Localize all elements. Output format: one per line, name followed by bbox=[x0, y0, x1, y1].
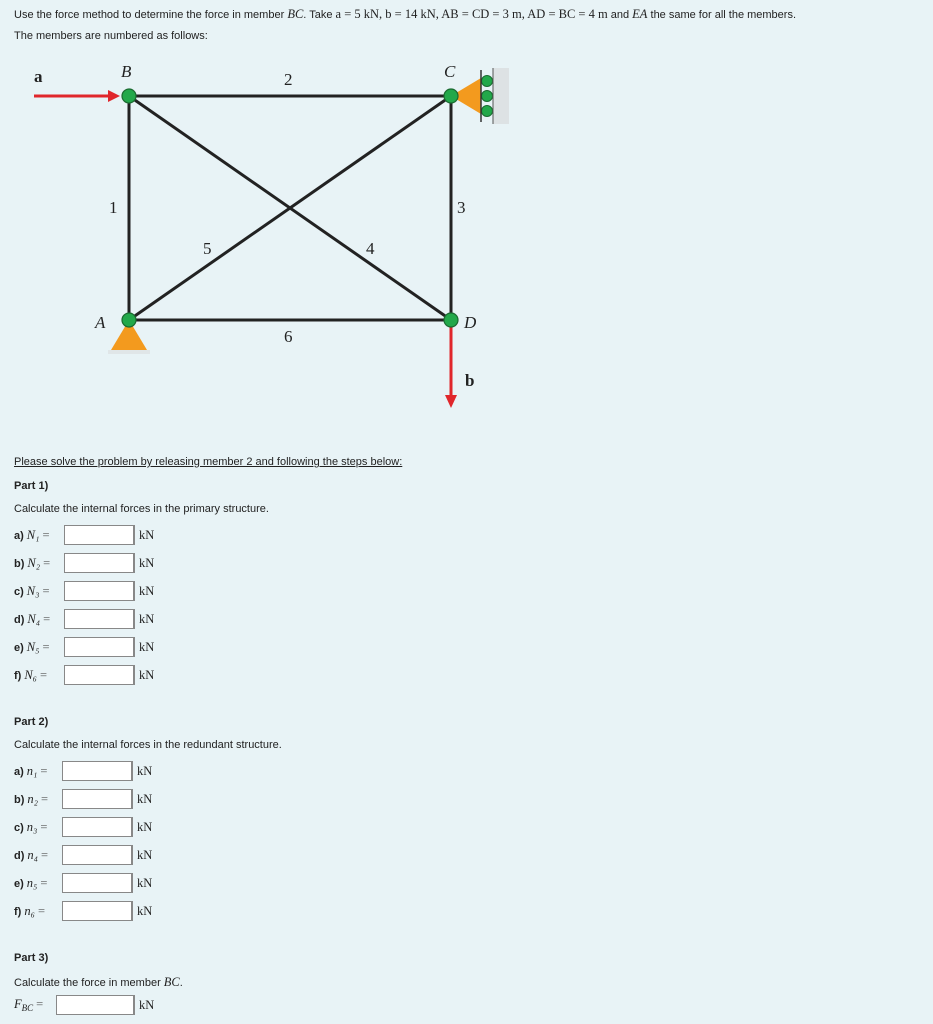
unit-label: kN bbox=[134, 525, 158, 545]
member-bc-ref: BC bbox=[163, 975, 180, 989]
row-variable: F bbox=[14, 996, 22, 1011]
part1-label-f bbox=[14, 668, 64, 683]
row-variable: n₁ bbox=[26, 763, 38, 778]
row-variable: n₄ bbox=[27, 847, 38, 862]
node-label-a: A bbox=[95, 313, 106, 332]
part3-desc-text: Calculate the force in member bbox=[14, 977, 164, 989]
n2-input[interactable] bbox=[64, 553, 134, 573]
load-b-label: b bbox=[465, 371, 475, 390]
question-text: and bbox=[607, 9, 633, 21]
part2-label-f bbox=[14, 904, 62, 919]
part2-row-c bbox=[14, 816, 156, 838]
row-letter: d) bbox=[14, 613, 25, 626]
row-equals: = bbox=[40, 763, 48, 778]
small-n6-input[interactable] bbox=[62, 901, 132, 921]
part3-description bbox=[14, 975, 183, 990]
row-variable: n₃ bbox=[26, 819, 38, 834]
part2-row-d bbox=[14, 844, 156, 866]
row-variable-sub: BC bbox=[21, 1003, 34, 1014]
small-n5-input[interactable] bbox=[62, 873, 132, 893]
row-letter: e) bbox=[14, 877, 24, 890]
part2-label-e bbox=[14, 876, 62, 891]
row-letter: a) bbox=[14, 765, 24, 778]
node-label-c: C bbox=[444, 62, 456, 81]
row-equals: = bbox=[42, 527, 50, 542]
unit-label: kN bbox=[134, 609, 158, 629]
unit-label: kN bbox=[134, 995, 158, 1015]
small-n4-input[interactable] bbox=[62, 845, 132, 865]
row-variable: N₆ bbox=[24, 667, 38, 682]
member-number-5: 5 bbox=[203, 239, 212, 258]
part2-description: Calculate the internal forces in the redundant structure. bbox=[14, 739, 282, 751]
row-variable: n₆ bbox=[24, 903, 35, 918]
member-number-3: 3 bbox=[457, 198, 466, 217]
unit-label: kN bbox=[132, 817, 156, 837]
question-text: the same for all the members. bbox=[647, 9, 797, 21]
n6-input[interactable] bbox=[64, 665, 134, 685]
part1-description: Calculate the internal forces in the primary structure. bbox=[14, 503, 269, 515]
row-letter: c) bbox=[14, 585, 24, 598]
part1-label-d bbox=[14, 612, 64, 627]
unit-label: kN bbox=[132, 901, 156, 921]
node-b bbox=[122, 89, 136, 103]
part2-label-d bbox=[14, 848, 62, 863]
small-n2-input[interactable] bbox=[62, 789, 132, 809]
member-number-6: 6 bbox=[284, 327, 293, 346]
row-letter: e) bbox=[14, 641, 24, 654]
row-letter: c) bbox=[14, 821, 24, 834]
part1-row-b bbox=[14, 552, 158, 574]
part2-row-e bbox=[14, 872, 156, 894]
part1-label-c bbox=[14, 584, 64, 599]
row-letter: b) bbox=[14, 793, 25, 806]
n1-input[interactable] bbox=[64, 525, 134, 545]
part1-row-f bbox=[14, 664, 158, 686]
part1-label-b bbox=[14, 556, 64, 571]
row-variable: n₂ bbox=[27, 791, 38, 806]
part2-row-a bbox=[14, 760, 156, 782]
row-equals: = bbox=[42, 583, 50, 598]
row-equals: = bbox=[37, 903, 45, 918]
ground-a bbox=[108, 350, 150, 354]
member-number-2: 2 bbox=[284, 70, 293, 89]
member-bc-ref: BC bbox=[287, 7, 304, 21]
unit-label: kN bbox=[134, 637, 158, 657]
load-a-arrowhead bbox=[108, 90, 120, 102]
fbc-label bbox=[14, 997, 56, 1013]
row-variable: N₁ bbox=[26, 527, 40, 542]
member-number-4: 4 bbox=[366, 239, 375, 258]
n4-input[interactable] bbox=[64, 609, 134, 629]
row-equals: = bbox=[41, 791, 49, 806]
part3-desc-text: . bbox=[179, 977, 183, 989]
part1-row-c bbox=[14, 580, 158, 602]
wall-c bbox=[493, 68, 509, 124]
question-line-1 bbox=[14, 7, 796, 22]
part1-row-a bbox=[14, 524, 158, 546]
unit-label: kN bbox=[132, 873, 156, 893]
row-equals: = bbox=[42, 639, 50, 654]
part2-title: Part 2) bbox=[14, 716, 49, 728]
node-label-b: B bbox=[121, 62, 132, 81]
row-equals: = bbox=[40, 667, 48, 682]
member-number-1: 1 bbox=[109, 198, 118, 217]
row-equals: = bbox=[43, 611, 51, 626]
row-equals: = bbox=[41, 847, 49, 862]
unit-label: kN bbox=[134, 665, 158, 685]
load-b-arrowhead bbox=[445, 395, 457, 408]
part2-row-b bbox=[14, 788, 156, 810]
unit-label: kN bbox=[134, 581, 158, 601]
part3-row bbox=[14, 994, 158, 1016]
node-d bbox=[444, 313, 458, 327]
part2-row-f bbox=[14, 900, 156, 922]
unit-label: kN bbox=[132, 789, 156, 809]
part1-label-a bbox=[14, 528, 64, 543]
node-label-d: D bbox=[464, 313, 477, 332]
small-n3-input[interactable] bbox=[62, 817, 132, 837]
row-variable: n₅ bbox=[26, 875, 38, 890]
unit-label: kN bbox=[134, 553, 158, 573]
row-variable: N₃ bbox=[26, 583, 40, 598]
load-a-label: a bbox=[34, 67, 43, 86]
fbc-input[interactable] bbox=[56, 995, 134, 1015]
question-text: Use the force method to determine the force in member bbox=[14, 9, 288, 21]
part3-title: Part 3) bbox=[14, 952, 49, 964]
node-a bbox=[122, 313, 136, 327]
instructions: Please solve the problem by releasing member 2 and following the steps below: bbox=[14, 456, 403, 468]
row-equals: = bbox=[40, 819, 48, 834]
row-equals: = bbox=[43, 555, 51, 570]
row-letter: f) bbox=[14, 669, 22, 682]
part2-label-a bbox=[14, 764, 62, 779]
truss-figure bbox=[0, 55, 560, 415]
part1-label-e bbox=[14, 640, 64, 655]
row-variable: N₄ bbox=[27, 611, 41, 626]
question-text: . Take bbox=[303, 9, 336, 21]
unit-label: kN bbox=[132, 845, 156, 865]
row-variable: N₂ bbox=[27, 555, 41, 570]
node-c bbox=[444, 89, 458, 103]
n5-input[interactable] bbox=[64, 637, 134, 657]
part1-row-e bbox=[14, 636, 158, 658]
row-letter: d) bbox=[14, 849, 25, 862]
question-line-2: The members are numbered as follows: bbox=[14, 30, 208, 42]
row-variable: N₅ bbox=[26, 639, 40, 654]
row-equals: = bbox=[40, 875, 48, 890]
part2-label-b bbox=[14, 792, 62, 807]
row-equals: = bbox=[36, 996, 44, 1011]
small-n1-input[interactable] bbox=[62, 761, 132, 781]
question-params: a = 5 kN, b = 14 kN, AB = CD = 3 m, AD = BC = 4 m bbox=[335, 7, 608, 21]
row-letter: a) bbox=[14, 529, 24, 542]
unit-label: kN bbox=[132, 761, 156, 781]
part1-row-d bbox=[14, 608, 158, 630]
ea-ref: EA bbox=[632, 7, 648, 21]
part2-label-c bbox=[14, 820, 62, 835]
n3-input[interactable] bbox=[64, 581, 134, 601]
roller-wheels-c bbox=[482, 76, 493, 117]
part1-title: Part 1) bbox=[14, 480, 49, 492]
row-letter: b) bbox=[14, 557, 25, 570]
row-letter: f) bbox=[14, 905, 22, 918]
